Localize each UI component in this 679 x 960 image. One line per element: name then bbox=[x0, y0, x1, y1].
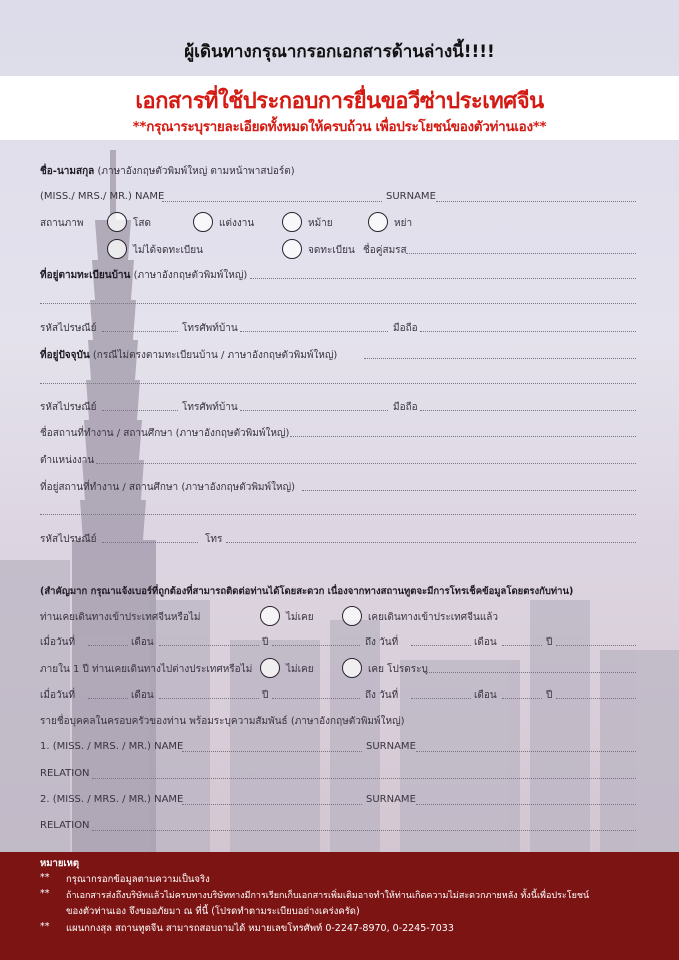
china-travel-question: ท่านเคยเดินทางเข้าประเทศจีนหรือไม่ bbox=[40, 612, 201, 623]
china-from-year-label: ปี bbox=[262, 637, 269, 648]
home-address-label bbox=[40, 268, 247, 283]
abroad-yes-radio[interactable] bbox=[342, 658, 362, 678]
family-1-relation-field[interactable] bbox=[92, 778, 636, 779]
workplace-field[interactable] bbox=[290, 436, 636, 437]
surname-label: SURNAME bbox=[386, 191, 436, 202]
abroad-to-month-label: เดือน bbox=[474, 690, 497, 701]
family-1-surname-label: SURNAME bbox=[366, 741, 416, 752]
home-address-heading: ที่อยู่ตามทะเบียนบ้าน bbox=[40, 270, 131, 281]
abroad-never-radio[interactable] bbox=[260, 658, 280, 678]
status-single-label: โสด bbox=[133, 218, 151, 229]
note-bullet-1: ** bbox=[40, 872, 50, 883]
current-address-hint: (กรณีไม่ตรงตามทะเบียนบ้าน / ภาษาอังกฤษตัวพิมพ์ใหญ่) bbox=[92, 350, 338, 361]
name-section-label bbox=[40, 164, 295, 179]
home-mobile-field[interactable] bbox=[420, 331, 636, 332]
home-address-hint: (ภาษาอังกฤษตัวพิมพ์ใหญ่) bbox=[133, 270, 248, 281]
china-to-day-field[interactable] bbox=[411, 645, 471, 646]
spouse-name-label: ชื่อคู่สมรส bbox=[363, 245, 407, 256]
notes-heading: หมายเหตุ bbox=[40, 858, 80, 869]
family-2-relation-field[interactable] bbox=[92, 830, 636, 831]
note-bullet-3: ** bbox=[40, 921, 50, 932]
china-to-date-label: ถึง วันที่ bbox=[365, 637, 399, 648]
form-subtitle: **กรุณาระบุรายละเอียดทั้งหมดให้ครบถ้วน เพื่อประโยชน์ของตัวท่านเอง** bbox=[132, 119, 547, 135]
abroad-to-date-label: ถึง วันที่ bbox=[365, 690, 399, 701]
surname-field[interactable] bbox=[436, 201, 636, 202]
family-2-surname-label: SURNAME bbox=[366, 794, 416, 805]
marital-status-label: สถานภาพ bbox=[40, 218, 84, 229]
current-mobile-field[interactable] bbox=[420, 410, 636, 411]
family-1-name-label: 1. (MISS. / MRS. / MR.) NAME bbox=[40, 741, 184, 752]
status-unregistered-label: ไม่ได้จดทะเบียน bbox=[133, 245, 203, 256]
home-postcode-label: รหัสไปรษณีย์ bbox=[40, 323, 97, 334]
abroad-never-label: ไม่เคย bbox=[286, 664, 314, 675]
home-postcode-field[interactable] bbox=[102, 331, 178, 332]
important-note: (สำคัญมาก กรุณาแจ้งเบอร์ที่ถูกต้องที่สามารถติดต่อท่านได้โดยสะดวก เนื่องจากทางสถานทูตจะมีการโทรเช็คข้อมูลโดยตรงกับท่าน) bbox=[40, 586, 574, 597]
status-divorced-label: หย่า bbox=[394, 218, 413, 229]
position-field[interactable] bbox=[96, 463, 636, 464]
china-from-day-field[interactable] bbox=[88, 645, 128, 646]
work-address-line-1[interactable] bbox=[302, 490, 636, 491]
note-bullet-2: ** bbox=[40, 888, 50, 899]
status-registered-radio[interactable] bbox=[282, 239, 302, 259]
work-address-label: ที่อยู่สถานที่ทำงาน / สถานศึกษา (ภาษาอังกฤษตัวพิมพ์ใหญ่) bbox=[40, 482, 296, 493]
china-from-date-label: เมื่อวันที่ bbox=[40, 637, 76, 648]
name-prefix-label: (MISS./ MRS./ MR.) NAME bbox=[40, 191, 165, 202]
china-to-month-label: เดือน bbox=[474, 637, 497, 648]
current-postcode-label: รหัสไปรษณีย์ bbox=[40, 402, 97, 413]
work-address-line-2[interactable] bbox=[40, 514, 636, 515]
name-hint: (ภาษาอังกฤษตัวพิมพ์ใหญ่ ตามหน้าพาสปอร์ต) bbox=[97, 166, 295, 177]
status-married-radio[interactable] bbox=[193, 212, 213, 232]
abroad-yes-label: เคย โปรดระบุ bbox=[368, 664, 428, 675]
note-item-2: ถ้าเอกสารส่งถึงบริษัทแล้วไม่ครบทางบริษัททางมีการเรียกเก็บเอกสารเพิ่มเติมอาจทำให้ท่านเกิดความไม่สะดวกภายหลัง ทั้งนี้เพื่อประโยชน์ bbox=[66, 891, 590, 901]
home-address-line-1[interactable] bbox=[250, 278, 636, 279]
current-phone-field[interactable] bbox=[240, 410, 388, 411]
abroad-to-day-field[interactable] bbox=[411, 698, 471, 699]
name-heading: ชื่อ-นามสกุล bbox=[40, 166, 95, 177]
family-1-relation-label: RELATION bbox=[40, 768, 90, 779]
spouse-name-field[interactable] bbox=[406, 253, 636, 254]
china-from-month-label: เดือน bbox=[131, 637, 154, 648]
workplace-label: ชื่อสถานที่ทำงาน / สถานศึกษา (ภาษาอังกฤษตัวพิมพ์ใหญ่) bbox=[40, 428, 290, 439]
note-item-3: แผนกกงสุล สถานทูตจีน สามารถสอบถามได้ หมายเลขโทรศัพท์ 0-2247-8970, 0-2245-7033 bbox=[66, 923, 454, 934]
status-married-label: แต่งงาน bbox=[219, 218, 255, 229]
china-never-radio[interactable] bbox=[260, 606, 280, 626]
form-instruction: ผู้เดินทางกรุณากรอกเอกสารด้านล่างนี้!!!! bbox=[184, 42, 495, 62]
status-divorced-radio[interactable] bbox=[368, 212, 388, 232]
china-yes-label: เคยเดินทางเข้าประเทศจีนแล้ว bbox=[368, 612, 499, 623]
china-never-label: ไม่เคย bbox=[286, 612, 314, 623]
abroad-to-month-field[interactable] bbox=[502, 698, 542, 699]
family-2-name-field[interactable] bbox=[182, 804, 362, 805]
home-address-line-2[interactable] bbox=[40, 303, 636, 304]
note-item-2-continued: ของตัวท่านเอง จึงขออภัยมา ณ ที่นี้ (โปรดทำตามระเบียบอย่างเคร่งครัด) bbox=[66, 906, 360, 917]
china-from-year-field[interactable] bbox=[272, 645, 360, 646]
family-2-relation-label: RELATION bbox=[40, 820, 90, 831]
status-unregistered-radio[interactable] bbox=[107, 239, 127, 259]
name-field[interactable] bbox=[162, 201, 382, 202]
abroad-from-month-label: เดือน bbox=[131, 690, 154, 701]
abroad-to-year-label: ปี bbox=[546, 690, 553, 701]
abroad-from-year-label: ปี bbox=[262, 690, 269, 701]
current-mobile-label: มือถือ bbox=[393, 402, 418, 413]
abroad-to-year-field[interactable] bbox=[556, 698, 636, 699]
work-postcode-field[interactable] bbox=[102, 542, 198, 543]
status-widowed-radio[interactable] bbox=[282, 212, 302, 232]
work-phone-field[interactable] bbox=[226, 542, 636, 543]
home-phone-field[interactable] bbox=[240, 331, 388, 332]
abroad-country-field[interactable] bbox=[424, 672, 636, 673]
current-phone-label: โทรศัพท์บ้าน bbox=[182, 402, 238, 413]
china-from-month-field[interactable] bbox=[159, 645, 259, 646]
family-1-name-field[interactable] bbox=[182, 751, 362, 752]
abroad-from-month-field[interactable] bbox=[159, 698, 259, 699]
current-address-label bbox=[40, 348, 337, 363]
china-to-year-field[interactable] bbox=[556, 645, 636, 646]
china-to-month-field[interactable] bbox=[502, 645, 542, 646]
abroad-from-day-field[interactable] bbox=[88, 698, 128, 699]
work-phone-label: โทร bbox=[205, 534, 223, 545]
current-postcode-field[interactable] bbox=[102, 410, 178, 411]
current-address-heading: ที่อยู่ปัจจุบัน bbox=[40, 350, 90, 361]
note-item-1: กรุณากรอกข้อมูลตามความเป็นจริง bbox=[66, 874, 210, 885]
family-2-name-label: 2. (MISS. / MRS. / MR.) NAME bbox=[40, 794, 184, 805]
current-address-line-1[interactable] bbox=[364, 358, 636, 359]
abroad-travel-question: ภายใน 1 ปี ท่านเคยเดินทางไปต่างประเทศหรือไม่ bbox=[40, 664, 253, 675]
family-1-surname-field[interactable] bbox=[416, 751, 636, 752]
family-heading: รายชื่อบุคคลในครอบครัวของท่าน พร้อมระบุความสัมพันธ์ (ภาษาอังกฤษตัวพิมพ์ใหญ่) bbox=[40, 716, 405, 727]
work-postcode-label: รหัสไปรษณีย์ bbox=[40, 534, 97, 545]
status-registered-label: จดทะเบียน bbox=[308, 245, 355, 256]
china-yes-radio[interactable] bbox=[342, 606, 362, 626]
home-phone-label: โทรศัพท์บ้าน bbox=[182, 323, 238, 334]
family-2-surname-field[interactable] bbox=[416, 804, 636, 805]
abroad-from-date-label: เมื่อวันที่ bbox=[40, 690, 76, 701]
position-label: ตำแหน่งงาน bbox=[40, 455, 95, 466]
current-address-line-2[interactable] bbox=[40, 383, 636, 384]
form-title: เอกสารที่ใช้ประกอบการยื่นขอวีซ่าประเทศจีน bbox=[135, 89, 544, 114]
status-widowed-label: หม้าย bbox=[308, 218, 333, 229]
china-to-year-label: ปี bbox=[546, 637, 553, 648]
home-mobile-label: มือถือ bbox=[393, 323, 418, 334]
status-single-radio[interactable] bbox=[107, 212, 127, 232]
abroad-from-year-field[interactable] bbox=[272, 698, 360, 699]
